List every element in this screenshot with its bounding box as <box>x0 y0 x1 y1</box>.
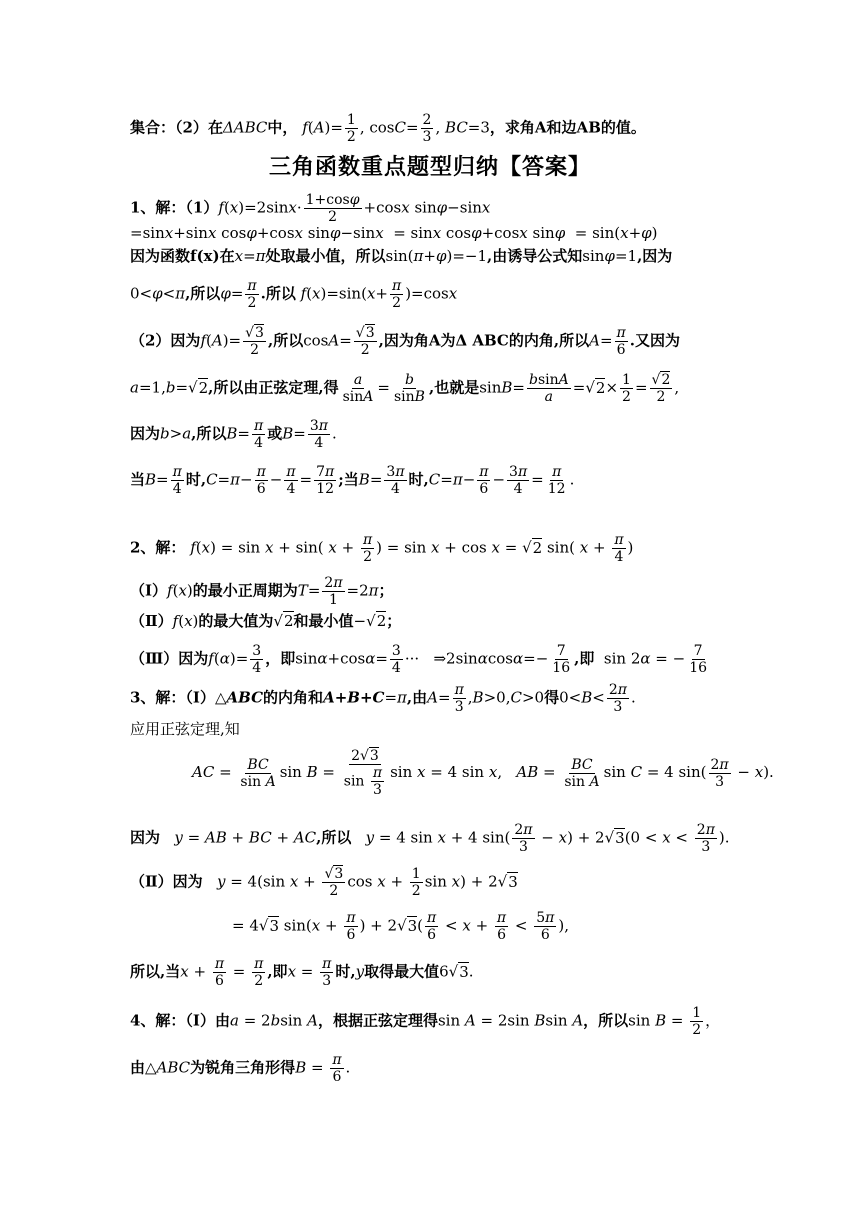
answer-4-line-1: 4、解：（Ⅰ）由a = 2bsin A，根据正弦定理得sin A = 2sin Bsin A，所以sin B = $\frac{1}{2}$ ， <box>130 1005 721 1039</box>
answer-3-line-2: 应用正弦定理,知 <box>130 720 240 738</box>
answer-1-line-3: 因为函数f(x)在x=π处取最小值，所以sin(π+φ)=−1,由诱导公式知sinφ=1,因为 <box>130 247 673 265</box>
answer-3-line-4: 因为 y = AB + BC + AC,所以 y = 4 sin x + 4 sin( $\frac{2\pi}{3}$ − x) + 2√3(0 < x < $\frac{2\pi}{3}$ ). <box>130 822 730 856</box>
answer-3-line-7: 所以,当x + $\frac{\pi}{6}$ = $\frac{\pi}{2}$ ,即x = $\frac{\pi}{3}$ 时,y取得最大值6√3. <box>130 956 474 990</box>
answer-1-line-1: 1、解：（1）f(x)=2sinx· $\frac{1+\cos\varphi}{2}$ +cosx sinφ−sinx <box>130 192 491 226</box>
answer-1-line-4: 0<φ<π,所以φ= $\frac{\pi}{2}$ .所以 f(x)=sin(x+ $\frac{\pi}{2}$ )=cosx <box>130 278 458 312</box>
answer-1-line-2: =sinx+sinx cosφ+cosx sinφ−sinx = sinx cosφ+cosx sinφ = sin(x+φ) <box>130 224 658 242</box>
answer-1-line-5: （2）因为f(A)= $\frac{√3}{2}$ ,所以cosA= $\frac{√3}{2}$ ,因为角A为Δ ABC的内角,所以A= $\frac{\pi}{6}$ .又因为 <box>130 325 680 359</box>
problem-statement: 集合：（2）在ΔABC中， f(A)= $\frac{1}{2}$ , cosC= $\frac{2}{3}$ , BC=3，求角A和边AB的值。 <box>130 112 646 146</box>
answer-4-line-2: 由△ABC为锐角三角形得B = $\frac{\pi}{6}$ . <box>130 1052 351 1086</box>
answer-1-line-7: 因为b>a,所以B= $\frac{\pi}{4}$ 或B= $\frac{3\pi}{4}$ . <box>130 418 337 452</box>
answer-2-line-1: 2、解： f(x) = sin x + sin( x + $\frac{\pi}{2}$ ) = sin x + cos x = √2 sin( x + $\frac{\pi}{4}$ ) <box>130 532 634 566</box>
answer-3-line-6: = 4√3 sin(x + $\frac{\pi}{6}$ ) + 2√3( $\frac{\pi}{6}$ < x + $\frac{\pi}{6}$ < $\frac{5\pi}{6}$ ), <box>232 910 569 944</box>
answer-title: 三角函数重点题型归纳【答案】 <box>268 155 591 180</box>
answer-1-line-6: a=1,b=√2,所以由正弦定理,得 $\frac{a}{\sin A}$ = $\frac{b}{\sin B}$ ,也就是sinB= $\frac{bsinA}{a}$ =√2× $\frac{1}{2}$ = $\frac{√2}{2}$ , <box>130 372 680 406</box>
answer-2-line-3: （Ⅱ）f(x)的最大值为√2和最小值−√2； <box>130 612 402 630</box>
answer-3-line-5: （Ⅱ）因为 y = 4(sin x + $\frac{√3}{2}$ cos x + $\frac{1}{2}$ sin x) + 2√3 <box>130 866 518 900</box>
answer-3-line-3: AC = $\frac{BC}{\text{sin A}}$ sin B = 2√3 sin $\frac{\pi}{3}$ sin x = 4 sin x, AB = $\frac{BC}{\text{sin A}}$ sin C = 4 sin( $\frac{2\pi}{3}$ − x). <box>192 748 774 799</box>
answer-2-line-4: （Ⅲ）因为f(α)= $\frac{3}{4}$ ，即sinα+cosα= $\frac{3}{4}$ ··· ⇒2sinαcosα=− $\frac{7}{16}$ ,即 sin 2α = − $\frac{7}{16}$ <box>130 643 708 677</box>
answer-3-line-1: 3、解：（Ⅰ）△ABC的内角和A+B+C=π,由A= $\frac{\pi}{3}$ ,B>0,C>0得0<B< $\frac{2\pi}{3}$ . <box>130 682 636 716</box>
answer-2-line-2: （Ⅰ）f(x)的最小正周期为T= $\frac{2\pi}{1}$ =2π； <box>130 575 394 609</box>
answer-1-line-8: 当B= $\frac{\pi}{4}$ 时,C=π− $\frac{\pi}{6}$ − $\frac{\pi}{4}$ = $\frac{7\pi}{12}$ ;当B= $\frac{3\pi}{4}$ 时,C=π− $\frac{\pi}{6}$ − $\frac{3\pi}{4}$ = $\frac{\pi}{12}$ . <box>130 464 575 498</box>
